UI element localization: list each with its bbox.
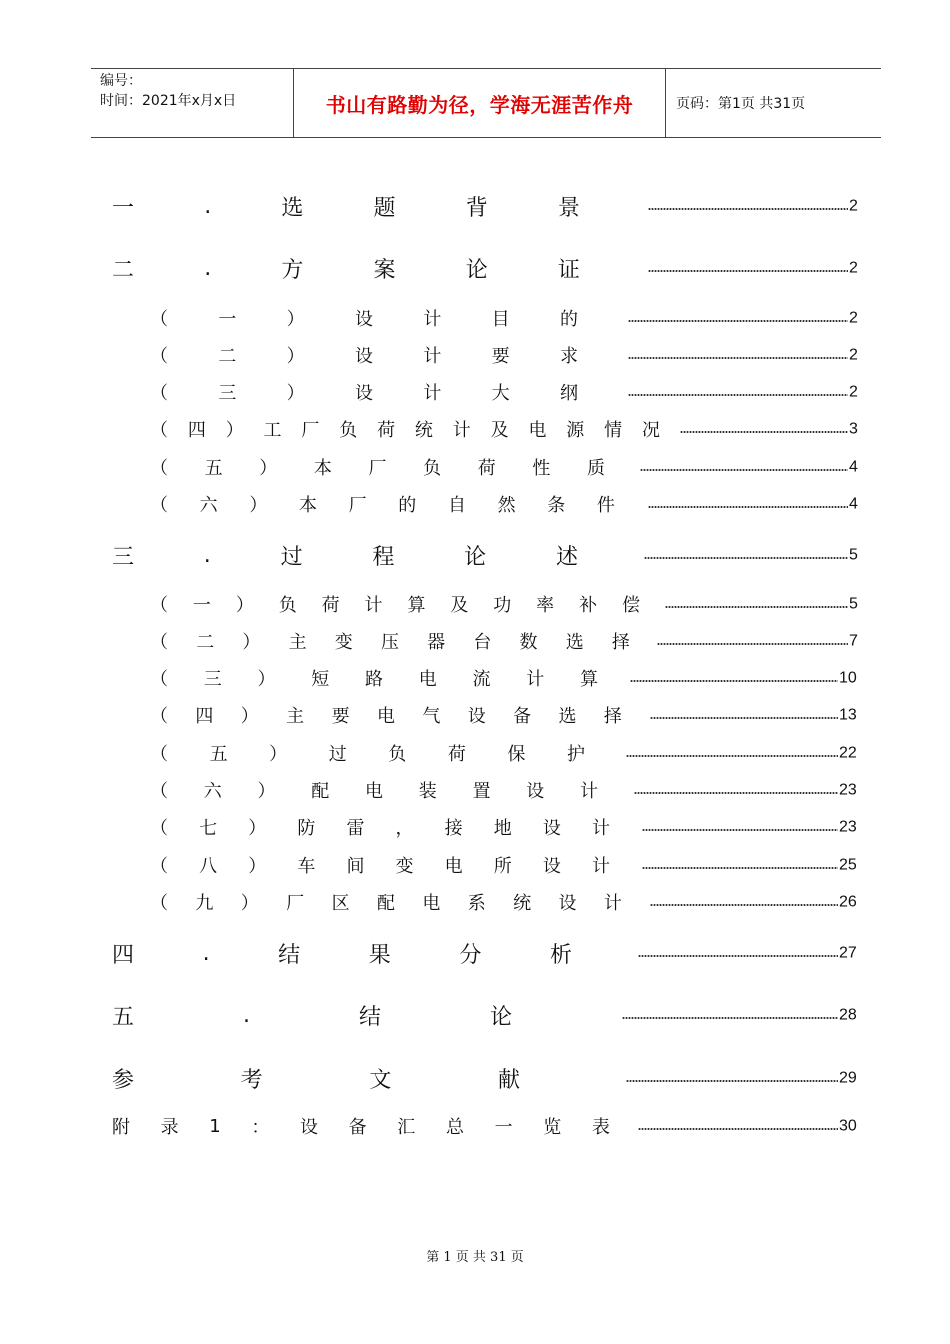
toc-entry-page-number: 2 — [849, 197, 858, 215]
toc-dot-leader — [680, 430, 848, 434]
toc-entry-title: （ 五 ） 本 厂 负 荷 性 质 — [150, 458, 605, 479]
toc-entry-title: 四 . 结 果 分 析 — [112, 940, 572, 968]
toc-dot-leader — [650, 716, 838, 720]
toc-dot-leader — [626, 754, 838, 758]
toc-entry-page-number: 4 — [849, 495, 858, 513]
toc-entry[interactable] — [112, 1000, 862, 1030]
toc-dot-leader — [642, 866, 838, 870]
toc-entry-page-number: 30 — [839, 1117, 857, 1135]
toc-entry-page-number: 2 — [849, 383, 858, 401]
toc-entry-page-number: 23 — [839, 818, 857, 836]
toc-entry-page-number: 29 — [839, 1069, 857, 1087]
toc-entry-page-number: 3 — [849, 420, 858, 438]
toc-entry[interactable] — [112, 191, 862, 221]
toc-dot-leader — [640, 468, 848, 472]
toc-entry-page-number: 13 — [839, 706, 857, 724]
toc-dot-leader — [622, 1016, 838, 1020]
toc-entry-title: （ 三 ） 设 计 大 纲 — [150, 383, 578, 404]
toc-dot-leader — [648, 269, 848, 273]
toc-entry[interactable] — [150, 626, 862, 656]
toc-dot-leader — [628, 319, 848, 323]
toc-entry[interactable] — [150, 850, 862, 880]
toc-entry[interactable] — [112, 938, 862, 968]
toc-entry-title: （ 四 ） 工 厂 负 荷 统 计 及 电 源 情 况 — [150, 420, 660, 441]
toc-entry[interactable] — [150, 738, 862, 768]
toc-entry-title: （ 五 ） 过 负 荷 保 护 — [150, 744, 585, 765]
toc-entry-title: 一 . 选 题 背 景 — [112, 193, 580, 221]
toc-entry[interactable] — [150, 700, 862, 730]
toc-entry-title: （ 六 ） 本 厂 的 自 然 条 件 — [150, 495, 615, 516]
toc-dot-leader — [628, 356, 848, 360]
toc-dot-leader — [628, 393, 848, 397]
toc-entry-title: （ 二 ） 设 计 要 求 — [150, 346, 578, 367]
toc-entry-page-number: 22 — [839, 744, 857, 762]
toc-entry-page-number: 4 — [849, 458, 858, 476]
toc-entry[interactable] — [112, 540, 862, 570]
toc-entry-title: （ 二 ） 主 变 压 器 台 数 选 择 — [150, 632, 630, 653]
header-motto: 书山有路勤为径，学海无涯苦作舟 — [293, 69, 666, 137]
toc-entry-title: 五 . 结 论 — [112, 1002, 512, 1030]
toc-entry-title: 三 . 过 程 论 述 — [112, 542, 578, 570]
toc-entry[interactable] — [150, 663, 862, 693]
toc-entry-title: 附 录 1 ： 设 备 汇 总 一 览 表 — [112, 1115, 610, 1138]
toc-entry-title: （ 一 ） 负 荷 计 算 及 功 率 补 偿 — [150, 595, 640, 616]
toc-entry[interactable] — [150, 340, 862, 370]
toc-entry[interactable] — [150, 414, 862, 444]
toc-dot-leader — [644, 556, 848, 560]
toc-entry-page-number: 2 — [849, 346, 858, 364]
toc-dot-leader — [650, 903, 838, 907]
toc-entry-page-number: 27 — [839, 944, 857, 962]
toc-entry-page-number: 28 — [839, 1006, 857, 1024]
toc-entry-page-number: 7 — [849, 632, 858, 650]
toc-entry[interactable] — [150, 452, 862, 482]
page-footer: 第 1 页 共 31 页 — [426, 1250, 524, 1265]
header-page-info: 页码：第1页 共31页 — [676, 96, 806, 112]
toc-dot-leader — [630, 679, 838, 683]
toc-dot-leader — [648, 505, 848, 509]
toc-entry-title: 参 考 文 献 — [112, 1067, 520, 1093]
toc-entry-title: 二 . 方 案 论 证 — [112, 255, 580, 283]
toc-entry[interactable] — [150, 377, 862, 407]
toc-entry-title: （ 三 ） 短 路 电 流 计 算 — [150, 669, 598, 690]
toc-dot-leader — [626, 1079, 838, 1083]
toc-entry-title: （ 九 ） 厂 区 配 电 系 统 设 计 — [150, 893, 622, 914]
toc-entry-page-number: 2 — [849, 309, 858, 327]
toc-entry[interactable] — [150, 489, 862, 519]
toc-entry-title: （ 八 ） 车 间 变 电 所 设 计 — [150, 856, 610, 877]
toc-entry[interactable] — [150, 887, 862, 917]
toc-entry[interactable] — [112, 253, 862, 283]
toc-entry-title: （ 六 ） 配 电 装 置 设 计 — [150, 781, 598, 802]
toc-dot-leader — [638, 954, 838, 958]
toc-entry-title: （ 一 ） 设 计 目 的 — [150, 309, 578, 330]
toc-entry[interactable] — [150, 303, 862, 333]
toc-entry[interactable] — [150, 775, 862, 805]
toc-dot-leader — [665, 605, 848, 609]
toc-entry-page-number: 23 — [839, 781, 857, 799]
toc-dot-leader — [657, 642, 848, 646]
header-number-label: 编号： — [100, 73, 142, 89]
toc-entry[interactable] — [112, 1063, 862, 1093]
toc-entry[interactable] — [112, 1111, 862, 1141]
toc-entry-page-number: 10 — [839, 669, 857, 687]
toc-entry-title: （ 四 ） 主 要 电 气 设 备 选 择 — [150, 706, 622, 727]
toc-entry[interactable] — [150, 589, 862, 619]
toc-entry-page-number: 25 — [839, 856, 857, 874]
toc-entry[interactable] — [150, 812, 862, 842]
toc-entry-page-number: 5 — [849, 546, 858, 564]
header-time-label: 时间：2021年x月x日 — [100, 93, 237, 109]
toc-dot-leader — [642, 828, 838, 832]
toc-entry-page-number: 26 — [839, 893, 857, 911]
toc-dot-leader — [634, 791, 838, 795]
toc-dot-leader — [638, 1127, 838, 1131]
toc-entry-page-number: 5 — [849, 595, 858, 613]
toc-dot-leader — [648, 207, 848, 211]
toc-entry-page-number: 2 — [849, 259, 858, 277]
toc-entry-title: （ 七 ） 防 雷 ， 接 地 设 计 — [150, 818, 610, 839]
